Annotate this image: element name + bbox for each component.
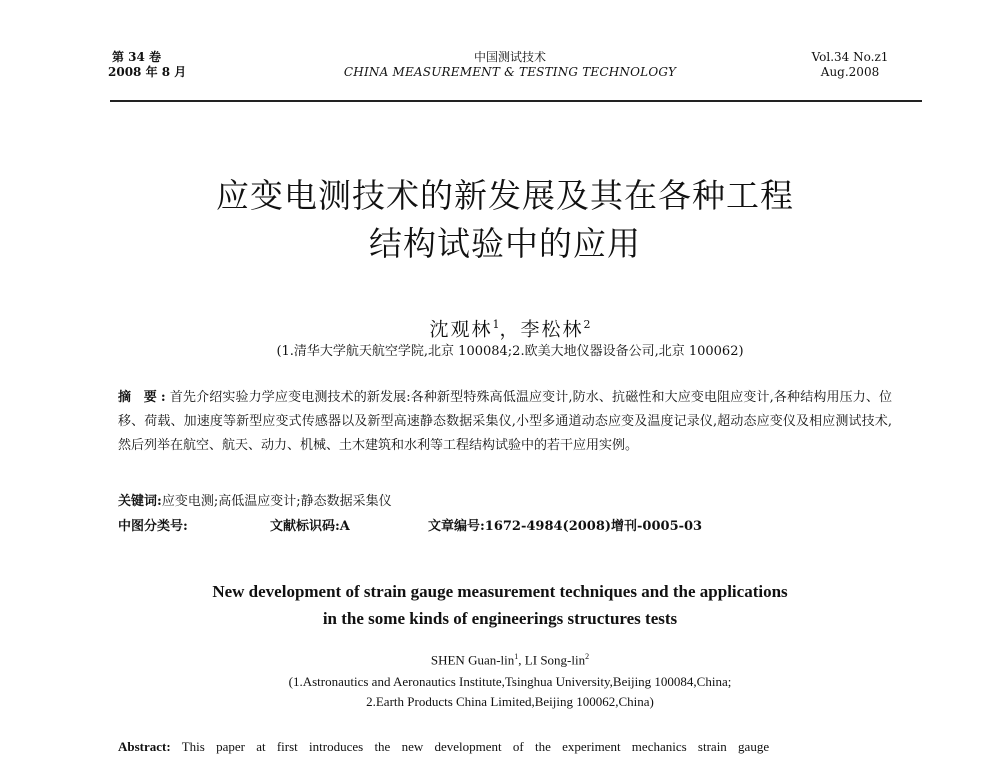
clc-number: 中图分类号: [118, 519, 188, 534]
author-2-en: LI Song-lin [524, 652, 586, 668]
paper-title-cn-line1: 应变电测技术的新发展及其在各种工程 [216, 176, 794, 215]
header-volume-cn: 第 34 卷 [112, 50, 162, 64]
classification-line [118, 517, 892, 537]
paper-title-cn-line2: 结构试验中的应用 [369, 224, 641, 263]
abstract-en [118, 738, 892, 756]
article-number: 文章编号:1672-4984(2008)增刊-0005-03 [428, 519, 703, 534]
keywords-cn [118, 492, 892, 512]
author-1-cn: 沈观林 [429, 318, 493, 341]
author-1-en-affil-mark: 1 [514, 652, 519, 661]
author-separator-cn: ， [499, 318, 521, 341]
affiliation-en-line1: (1.Astronautics and Aeronautics Institute,Tsinghua University,Beijing 100084,China; [288, 674, 732, 689]
header-volume-info [108, 50, 202, 80]
author-separator-en: , [518, 652, 525, 668]
author-2-cn: 李松林 [520, 318, 584, 341]
keywords-cn-text: 应变电测;高低温应变计;静态数据采集仪 [161, 494, 392, 509]
header-date-en: Aug.2008 [820, 65, 880, 79]
author-1-en: SHEN Guan-lin [430, 652, 515, 668]
affiliation-cn: (1.清华大学航天航空学院,北京 100084;2.欧美大地仪器设备公司,北京 100062) [276, 344, 744, 359]
keywords-cn-label: 关键词: [118, 494, 162, 509]
author-1-affil-mark: 1 [492, 318, 500, 331]
abstract-en-label: Abstract: [118, 739, 171, 754]
journal-name-en: CHINA MEASUREMENT & TESTING TECHNOLOGY [343, 65, 677, 79]
header-date-cn: 2008 年 8 月 [108, 65, 187, 79]
abstract-cn [118, 386, 892, 458]
authors-cn [300, 313, 720, 341]
abstract-cn-text: 首先介绍实验力学应变电测技术的新发展:各种新型特殊高低温应变计,防水、抗磁性和大应变电阻应变计,各种结构用压力、位移、荷载、加速度等新型应变式传感器以及新型高速静态数据采集仪,小型多通道动态应变及温度记录仪,超动态应变仪及相应测试技术,然后列举在航空、航天、动力、机械、土木建筑和水利等工程结构试验中的若干应用实例。 [118, 390, 892, 453]
header-volume-number: Vol.34 No.z1 [811, 50, 889, 64]
paper-title-en [130, 578, 870, 632]
paper-title-cn [150, 172, 860, 268]
header-rule [110, 100, 922, 102]
abstract-en-text: This paper at first introduces the new development of the experiment mechanics strain gauge [181, 739, 770, 754]
journal-name-cn: 中国测试技术 [473, 50, 546, 64]
paper-title-en-line2: in the some kinds of engineerings structures tests [322, 609, 678, 628]
document-code: 文献标识码:A [270, 519, 350, 534]
authors-en [300, 648, 720, 669]
paper-title-en-line1: New development of strain gauge measurement techniques and the applications [212, 582, 788, 601]
author-2-en-affil-mark: 2 [585, 652, 590, 661]
header-volume-en [790, 50, 910, 80]
affiliation-en [150, 672, 870, 712]
abstract-cn-label: 摘 要: [118, 390, 170, 405]
header-journal [300, 50, 720, 80]
author-2-affil-mark: 2 [583, 318, 591, 331]
affiliation-en-line2: 2.Earth Products China Limited,Beijing 100062,China) [366, 694, 654, 709]
